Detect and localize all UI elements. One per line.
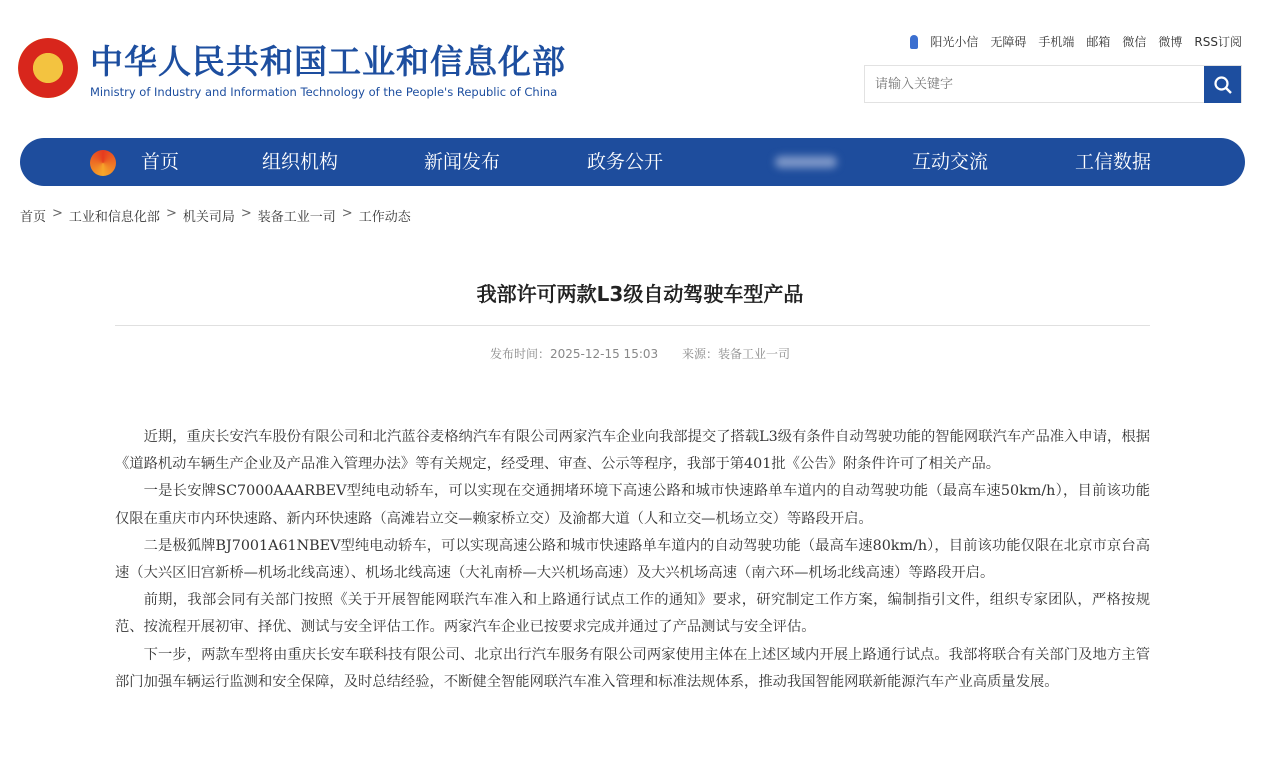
nav-logo-icon (90, 150, 116, 176)
site-title-en: Ministry of Industry and Information Technology of the People's Republic of China (90, 85, 558, 99)
site-title: 中华人民共和国工业和信息化部 (90, 42, 566, 81)
paragraph: 一是长安牌SC7000AAARBEV型纯电动轿车，可以实现在交通拥堵环境下高速公路和城市快速路单车道内的自动驾驶功能（最高车速50km/h），目前该功能仅限在重庆市内环快速路、新内环快速路（高滩岩立交—赖家桥立交）及渝都大道（人和立交—机场立交）等路段开启。 (115, 483, 1150, 527)
publish-time: 发布时间：2025-12-15 15:03 (490, 347, 659, 361)
breadcrumb-item[interactable]: 装备工业一司 (257, 210, 336, 225)
nav-government-affairs[interactable]: 政务公开 (586, 151, 664, 173)
article-source: 来源：装备工业一司 (681, 347, 790, 361)
breadcrumb-item[interactable]: 机关司局 (182, 210, 235, 225)
nav-organization[interactable]: 组织机构 (261, 151, 339, 173)
nav-interaction[interactable]: 互动交流 (911, 151, 989, 173)
breadcrumb: 首页 > 工业和信息化部 > 机关司局 > 装备工业一司 > 工作动态 (20, 206, 411, 225)
paragraph: 下一步，两款车型将由重庆长安车联科技有限公司、北京出行汽车服务有限公司两家使用主体在上述区域内开展上路通行试点。我部将联合有关部门及地方主管部门加强车辆运行监测和安全保障，及时总结经验，不断健全智能网联汽车准入管理和标准法规体系，推动我国智能网联新能源汽车产业高质量发展。 (115, 646, 1150, 690)
article-meta (0, 345, 1280, 362)
search-box (864, 65, 1242, 103)
link-accessibility[interactable]: 无障碍 (990, 35, 1027, 49)
link-mail[interactable]: 邮箱 (1086, 35, 1111, 49)
main-nav (20, 138, 1245, 186)
search-input[interactable] (865, 66, 1204, 102)
search-button[interactable] (1204, 66, 1241, 103)
nav-data[interactable]: 工信数据 (1074, 151, 1152, 173)
search-icon (1213, 75, 1233, 95)
nav-obscured-item[interactable] (775, 156, 837, 168)
lightbulb-icon (910, 35, 918, 49)
article-title: 我部许可两款L3级自动驾驶车型产品 (476, 282, 804, 306)
link-weibo[interactable]: 微博 (1158, 35, 1183, 49)
breadcrumb-item[interactable]: 工作动态 (358, 210, 411, 225)
paragraph: 二是极狐牌BJ7001A61NBEV型纯电动轿车，可以实现高速公路和城市快速路单车道内的自动驾驶功能（最高车速80km/h），目前该功能仅限在北京市京台高速（大兴区旧宫新桥—机场北线高速）、机场北线高速（大礼南桥—大兴机场高速）及大兴机场高速（南六环—机场北线高速）等路段开启。 (115, 537, 1150, 582)
national-emblem-icon (18, 38, 78, 98)
paragraph: 近期，重庆长安汽车股份有限公司和北汽蓝谷麦格纳汽车有限公司两家汽车企业向我部提交了搭载L3级有条件自动驾驶功能的智能网联汽车产品准入申请，根据《道路机动车辆生产企业及产品准入管理办法》等有关规定，经受理、审查、公示等程序，我部于第401批《公告》附条件许可了相关产品。 (115, 429, 1150, 473)
nav-news[interactable]: 新闻发布 (423, 151, 501, 173)
site-logo[interactable] (18, 36, 566, 99)
breadcrumb-item[interactable]: 工业和信息化部 (68, 210, 160, 225)
article-body (115, 424, 1150, 696)
link-wechat[interactable]: 微信 (1122, 35, 1147, 49)
link-rss[interactable]: RSS订阅 (1194, 35, 1242, 49)
link-sunshine[interactable]: 阳光小信 (930, 35, 979, 49)
paragraph: 前期，我部会同有关部门按照《关于开展智能网联汽车准入和上路通行试点工作的通知》要求，研究制定工作方案，编制指引文件，组织专家团队，严格按规范、按流程开展初审、择优、测试与安全评估工作。两家汽车企业已按要求完成并通过了产品测试与安全评估。 (115, 592, 1150, 636)
breadcrumb-item[interactable]: 首页 (20, 210, 47, 225)
top-links (910, 33, 1242, 50)
link-mobile[interactable]: 手机端 (1038, 35, 1075, 49)
divider (115, 325, 1150, 326)
nav-home[interactable]: 首页 (140, 151, 180, 173)
